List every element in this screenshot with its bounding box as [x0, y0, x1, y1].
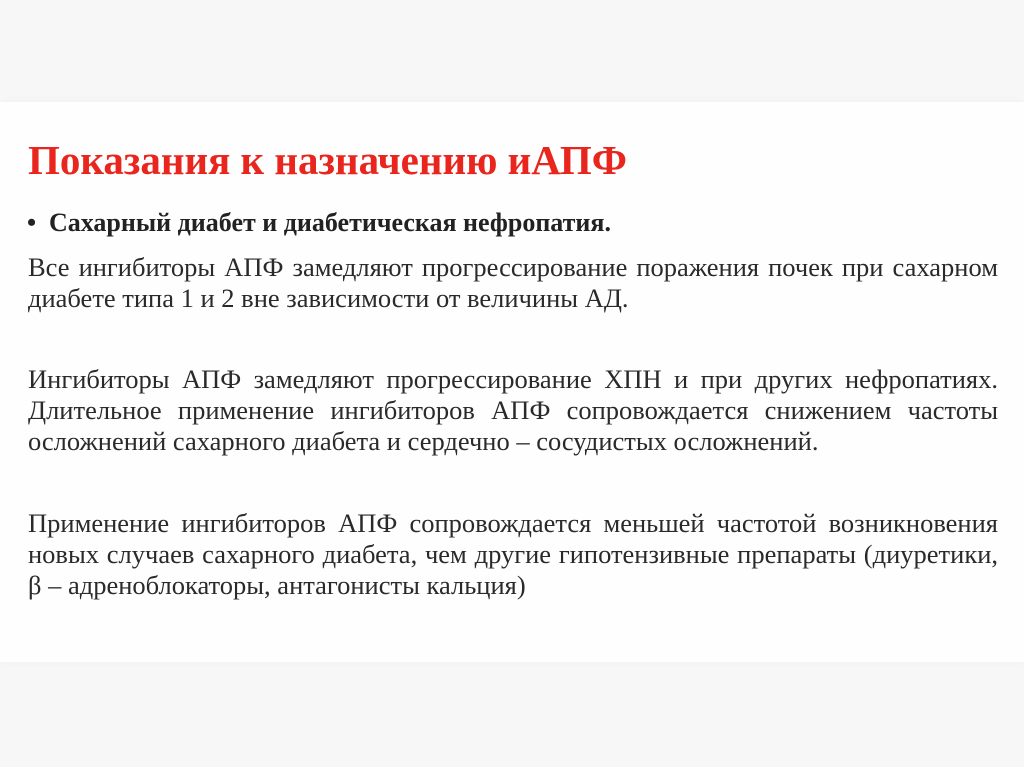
bullet-marker: • [27, 208, 37, 237]
paragraph-2: Ингибиторы АПФ замедляют прогрессирование ХПН и при других нефропатиях. Длительное применение ингибиторов АПФ сопровождается снижением частоты осложнений сахарного диабета и сердечно – сосудистых осложнений. [28, 364, 998, 456]
paragraph-1: Все ингибиторы АПФ замедляют прогрессирование поражения почек при сахарном диабете типа 1 и 2 вне зависимости от величины АД. [28, 252, 998, 313]
bullet-heading-text: Сахарный диабет и диабетическая нефропатия. [49, 208, 611, 237]
bullet-heading [27, 207, 611, 239]
slide [0, 102, 1024, 662]
slide-title: Показания к назначению иАПФ [28, 137, 627, 183]
paragraph-3: Применение ингибиторов АПФ сопровождается меньшей частотой возникновения новых случаев сахарного диабета, чем другие гипотензивные препараты (диуретики, β – адреноблокаторы, антагонисты кальция) [28, 508, 998, 600]
